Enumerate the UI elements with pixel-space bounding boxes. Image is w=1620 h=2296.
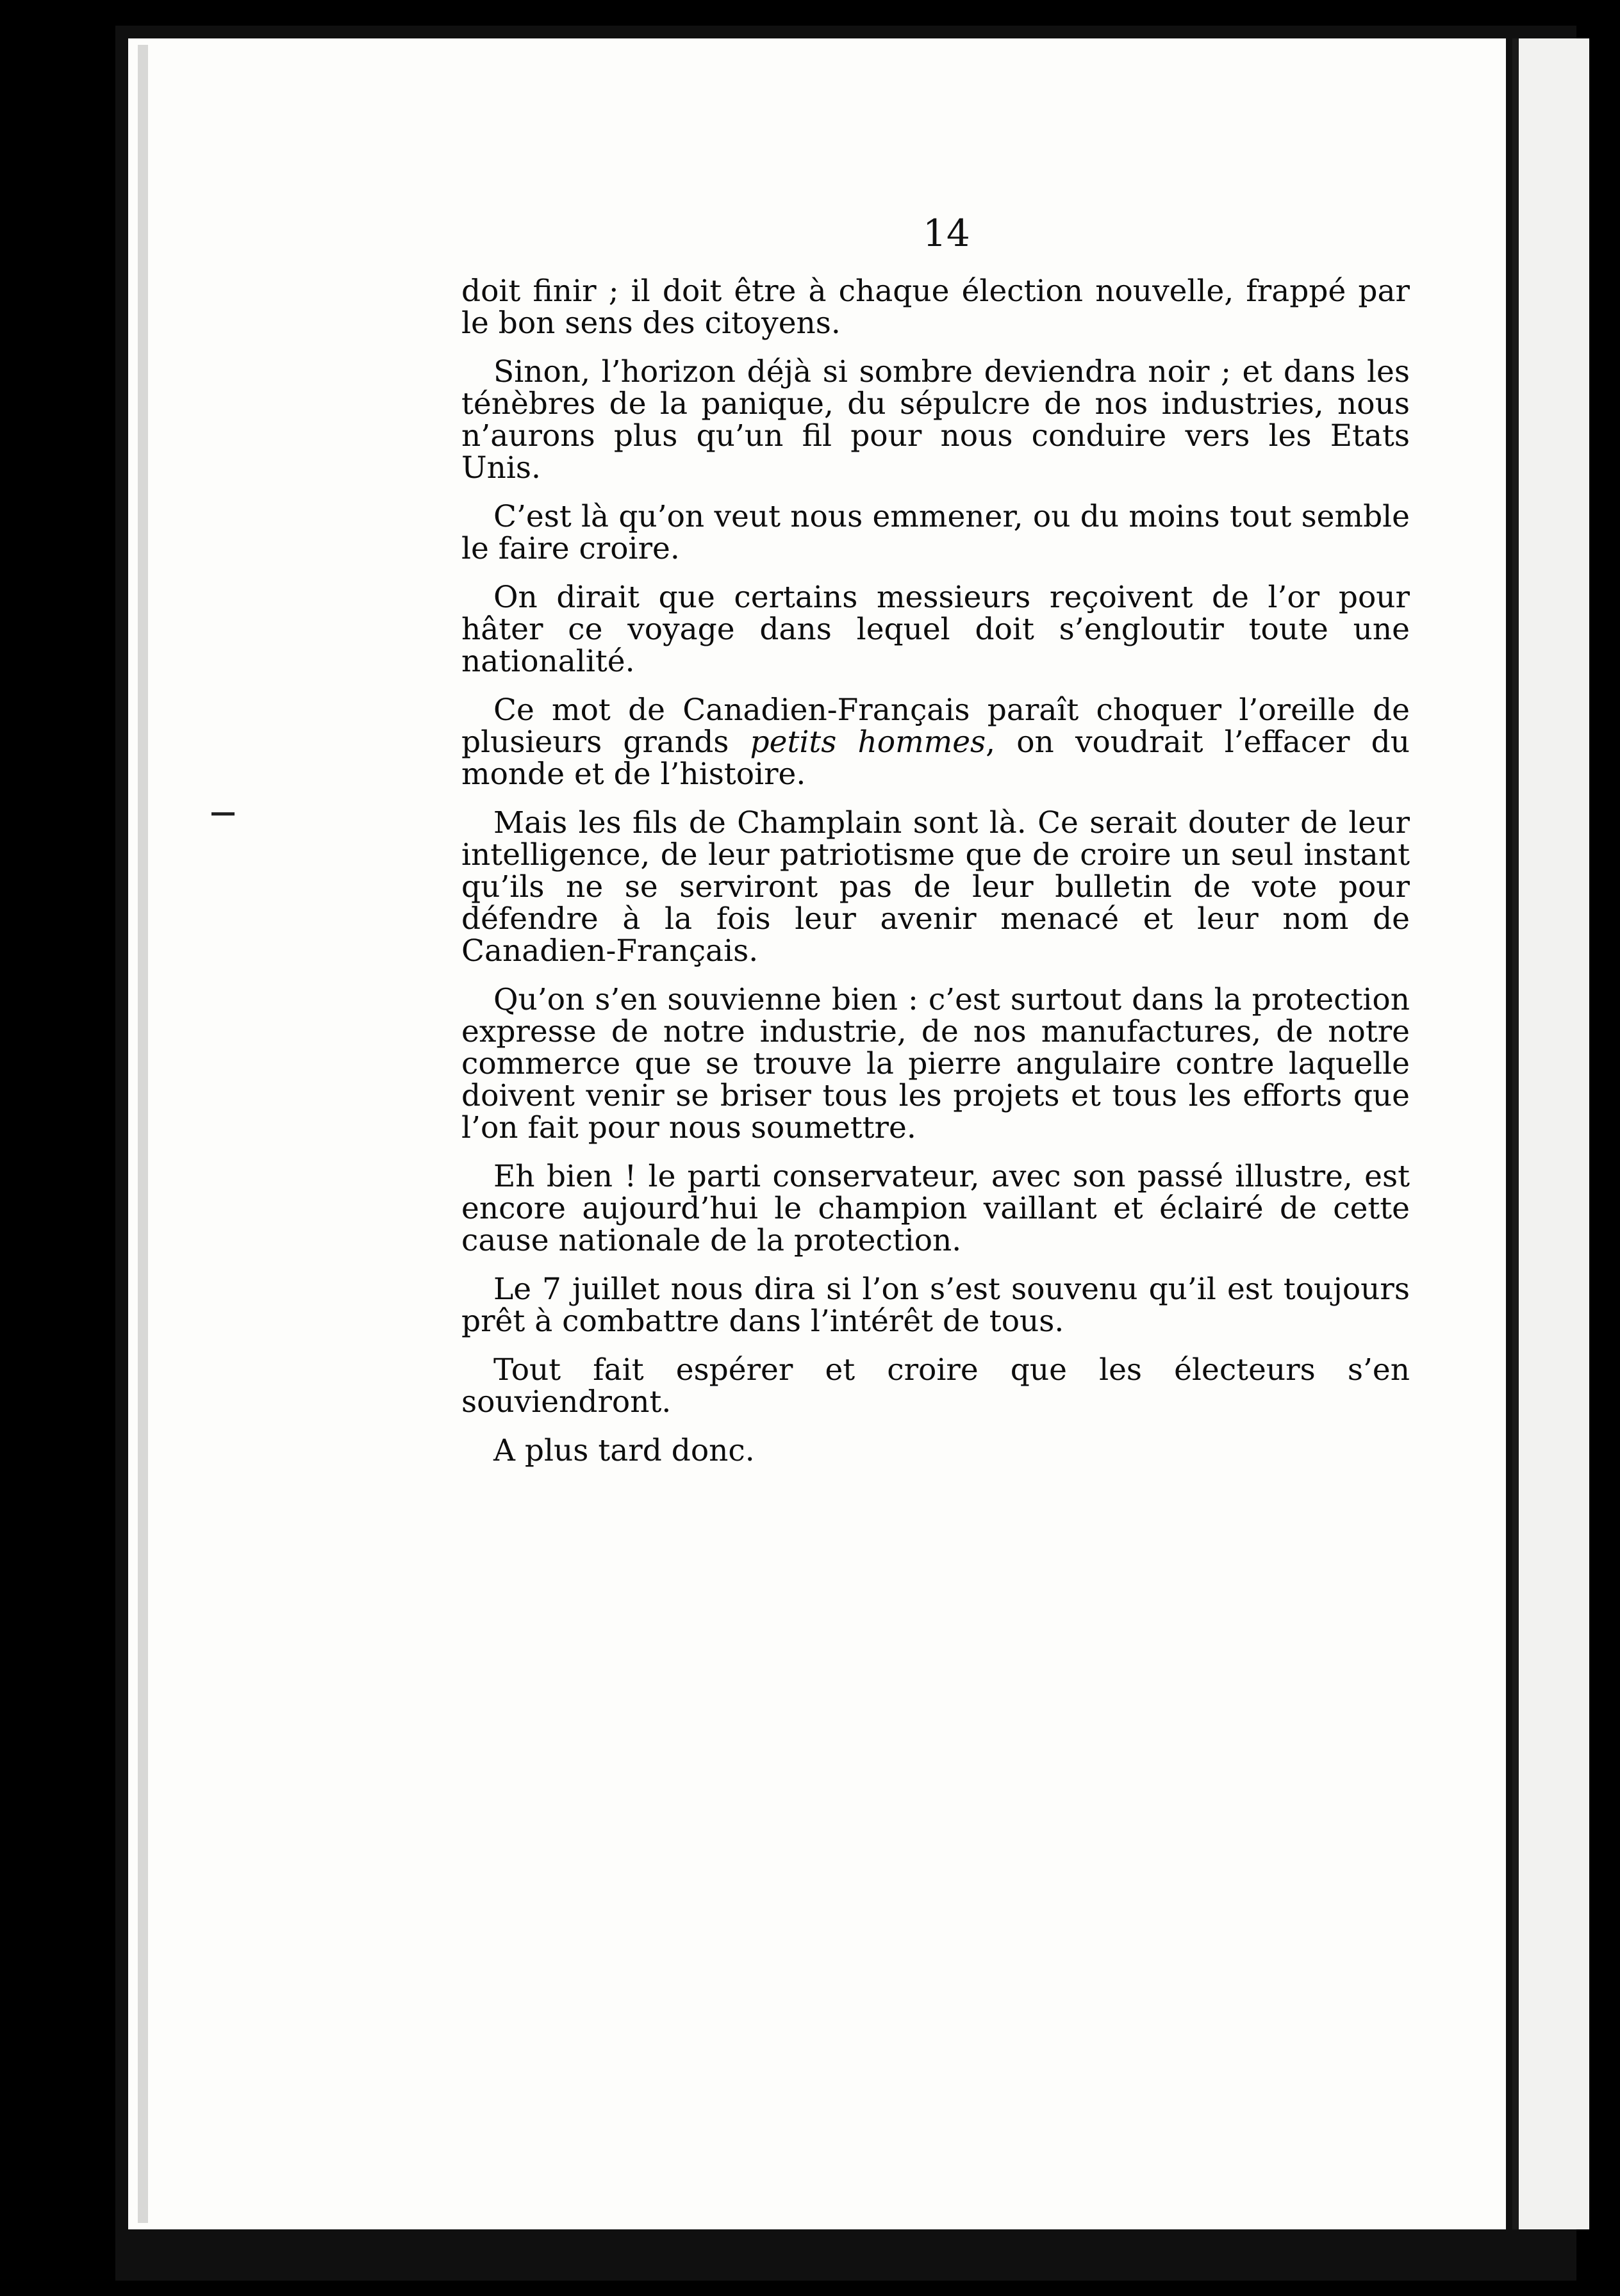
paragraph: Tout fait espérer et croire que les électeurs s’en souviendront. bbox=[461, 1352, 1410, 1420]
paragraph: Sinon, l’horizon déjà si sombre deviendra noir ; et dans les ténèbres de la panique, du sépulcre de nos industries, nous n’aurons plus qu’un fil pour nous conduire vers les Etats Unis. bbox=[461, 354, 1410, 486]
paragraph: Qu’on s’en souvienne bien : c’est surtout dans la protection expresse de notre industrie, de nos manufactures, de notre commerce que se trouve la pierre angulaire contre laquelle doivent venir se briser tous les projets et tous les efforts que l’on fait pour nous soumettre. bbox=[461, 982, 1410, 1145]
paragraph: Le 7 juillet nous dira si l’on s’est souvenu qu’il est toujours prêt à combattre dans l’intérêt de tous. bbox=[461, 1272, 1410, 1339]
paragraph-text: , on voudrait l’effacer du monde et de l’histoire. bbox=[461, 725, 1410, 792]
page-number: 14 bbox=[923, 211, 970, 255]
paragraph bbox=[461, 694, 1410, 791]
page-binding-edge bbox=[138, 45, 148, 2223]
paragraph: C’est là qu’on veut nous emmener, ou du moins tout semble le faire croire. bbox=[461, 499, 1410, 566]
paragraph: A plus tard donc. bbox=[493, 1433, 755, 1468]
next-page-edge bbox=[1512, 38, 1589, 2229]
paragraph: doit finir ; il doit être à chaque élection nouvelle, frappé par le bon sens des citoyens. bbox=[461, 274, 1410, 341]
paragraph: Mais les fils de Champlain sont là. Ce serait douter de leur intelligence, de leur patriotisme que de croire un seul instant qu’ils ne se serviront pas de leur bulletin de vote pour défendre à la fois leur avenir menacé et leur nom de Canadien-Français. bbox=[461, 805, 1410, 969]
italic-phrase: petits hommes bbox=[750, 725, 986, 760]
paragraph-text: Ce mot de Canadien-Français paraît choquer l’oreille de plusieurs grands bbox=[461, 693, 1410, 760]
paragraph: Eh bien ! le parti conservateur, avec son passé illustre, est encore aujourd’hui le champion vaillant et éclairé de cette cause nationale de la protection. bbox=[461, 1159, 1410, 1258]
margin-mark bbox=[211, 812, 235, 816]
body-text bbox=[461, 275, 1410, 1484]
paragraph: On dirait que certains messieurs reçoivent de l’or pour hâter ce voyage dans lequel doit s’engloutir toute une nationalité. bbox=[461, 580, 1410, 679]
